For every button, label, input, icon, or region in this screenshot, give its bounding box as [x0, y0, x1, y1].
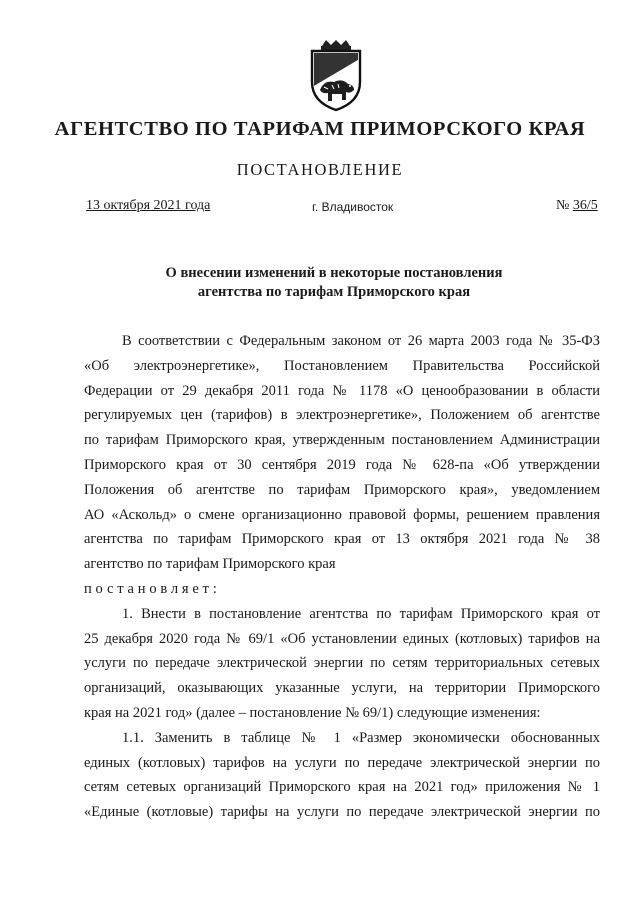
paragraph-line: АО «Аскольд» о смене организационно правовой формы, решением правления — [84, 506, 600, 523]
paragraph-line: Положения об агентстве по тарифам Приморского края», уведомлением — [84, 481, 600, 498]
document-type: ПОСТАНОВЛЕНИЕ — [236, 160, 404, 179]
document-subject — [80, 264, 588, 302]
paragraph-line: «Единые (котловые) тарифы на услуги по передаче электрической энергии по — [84, 804, 600, 821]
paragraph-line: агентства по тарифам Приморского края от 13 октября 2021 года № 38 — [84, 531, 600, 548]
paragraph-line: 25 декабря 2020 года № 69/1 «Об установлении единых (котловых) тарифов на — [84, 630, 600, 647]
document-date: 13 октября 2021 года — [86, 198, 211, 213]
paragraph-line: регулируемых цен (тарифов) в электроэнергетике», Положением об агентстве — [84, 407, 600, 424]
number-value: 36/5 — [572, 198, 598, 213]
coat-of-arms-emblem — [302, 40, 370, 112]
paragraph-line: В соответствии с Федеральным законом от 26 марта 2003 года № 35-ФЗ — [122, 333, 600, 349]
paragraph-line: сетям сетевых организаций Приморского края на 2021 год» приложения № 1 — [84, 779, 600, 796]
paragraph-line: Приморского края от 30 сентября 2019 года № 628-па «Об утверждении — [84, 456, 600, 473]
paragraph-line: «Об электроэнергетике», Постановлением Правительства Российской — [84, 357, 600, 374]
paragraph-line: агентство по тарифам Приморского края — [84, 556, 336, 573]
subject-line: агентства по тарифам Приморского края — [197, 284, 471, 300]
paragraph-line: края на 2021 год» (далее – постановление № 69/1) следующие изменения: — [84, 704, 541, 721]
paragraph-line: Федерации от 29 декабря 2011 года № 1178 «О ценообразовании в области — [84, 382, 600, 399]
paragraph-line: единых (котловых) тарифов на услуги по передаче электрической энергии по — [84, 754, 600, 771]
paragraph-line: услуги по передаче электрической энергии по сетям территориальных сетевых — [84, 655, 600, 672]
paragraph-line: 1.1. Заменить в таблице № 1 «Размер экономически обоснованных — [122, 729, 600, 746]
paragraph-line: 1. Внести в постановление агентства по тарифам Приморского края от — [122, 605, 600, 622]
subject-line: О внесении изменений в некоторые постановления — [165, 265, 503, 281]
document-body — [84, 329, 600, 825]
paragraph-line: по тарифам Приморского края, утвержденным постановлением Администрации — [84, 432, 600, 449]
document-city: г. Владивосток — [312, 200, 394, 214]
resolves-line: постановляет: — [84, 580, 221, 597]
number-prefix: № — [556, 198, 573, 213]
document-number — [556, 198, 598, 214]
agency-title: АГЕНТСТВО ПО ТАРИФАМ ПРИМОРСКОГО КРАЯ — [54, 118, 586, 140]
paragraph-line: организаций, оказывающих указанные услуги, на территории Приморского — [84, 680, 600, 697]
